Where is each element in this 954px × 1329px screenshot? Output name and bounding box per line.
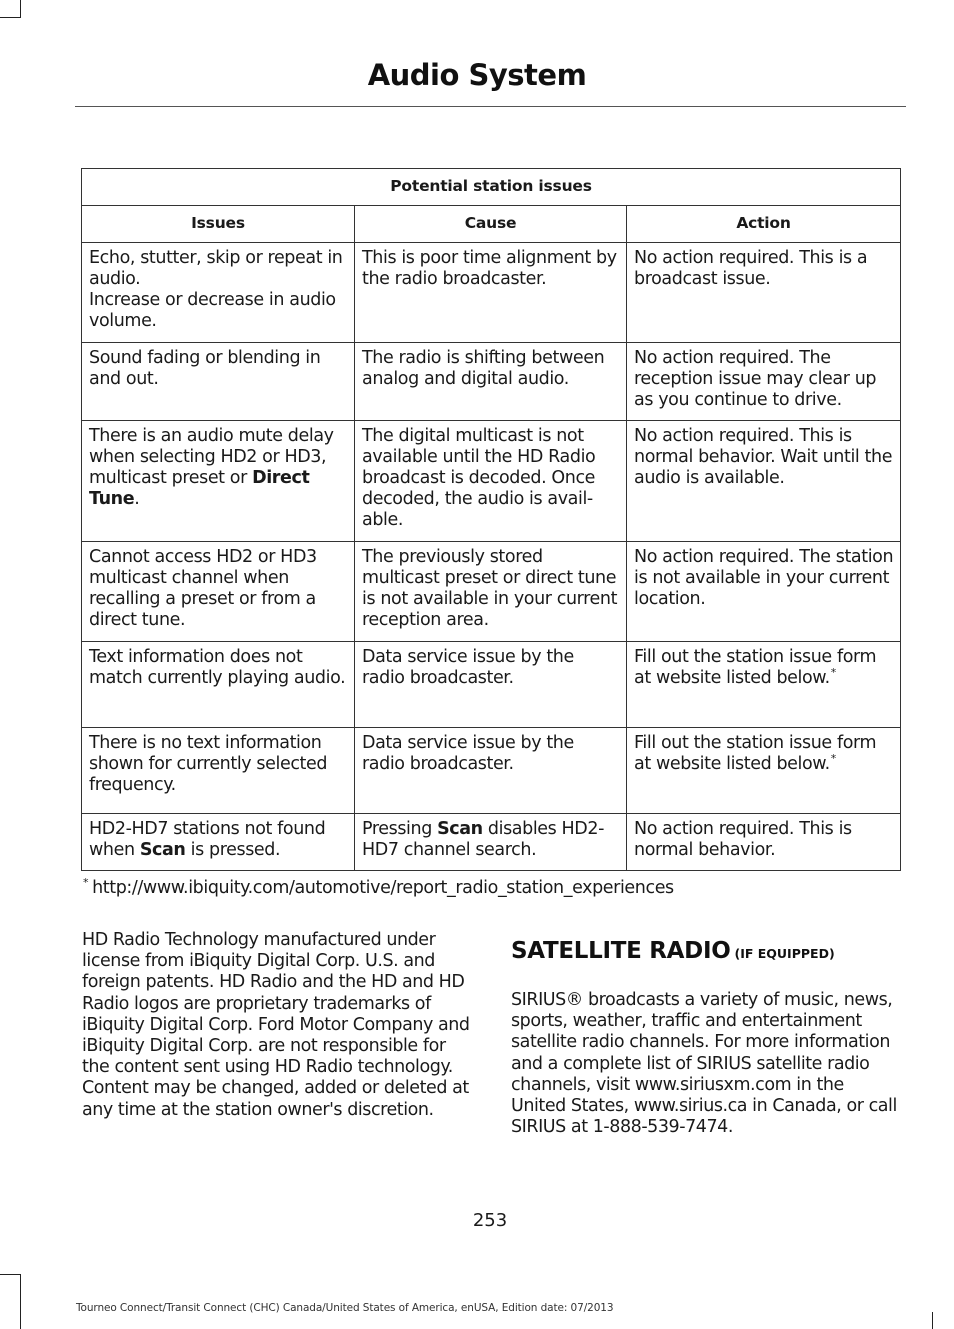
column-header-issues: Issues	[82, 206, 355, 243]
crop-mark-bottom-left-h	[0, 1274, 20, 1275]
issue-line: Echo, stutter, skip or repeat in audio.	[89, 248, 343, 289]
title-rule	[75, 106, 906, 107]
page-title: Audio System	[367, 58, 587, 92]
issue-keyword: Scan	[139, 840, 186, 860]
cause-cell: The previously stored multicast preset or direct tune is not available in your current reception area.	[355, 542, 627, 642]
issue-text: HD2-HD7 stations not found when	[89, 819, 326, 860]
table-row	[82, 542, 901, 642]
issue-cell: Sound fading or blending in and out.	[82, 343, 355, 421]
footnote-mark: *	[83, 876, 89, 889]
cause-cell: The digital multicast is not available until the HD Radio broadcast is decoded. Once decoded, the audio is avail-able.	[355, 421, 627, 542]
issue-keyword: Direct Tune	[89, 468, 310, 509]
issue-cell	[82, 421, 355, 542]
issue-cell	[82, 814, 355, 871]
table-caption: Potential station issues	[82, 169, 901, 206]
issue-cell: There is no text information shown for currently selected frequency.	[82, 728, 355, 814]
page-number: 253	[472, 1210, 508, 1231]
table-row	[82, 642, 901, 728]
cause-cell: Data service issue by the radio broadcaster.	[355, 728, 627, 814]
crop-mark-top-left-v	[20, 0, 21, 18]
crop-mark-bottom-right-v	[932, 1312, 933, 1329]
action-cell: No action required. The reception issue may clear up as you continue to drive.	[627, 343, 901, 421]
hd-radio-paragraph: HD Radio Technology manufactured under license from iBiquity Digital Corp. U.S. and foreign patents. HD Radio and the HD and HD Radio logos are proprietary trademarks of iBiquity Digital Corp. Ford Motor Company and iBiquity Digital Corp. are not responsible for the content sent using HD Radio technology. Content may be changed, added or deleted at any time at the station owner's discretion.	[82, 930, 470, 1120]
action-text: Fill out the station issue form at website listed below.	[634, 647, 877, 688]
issue-text-end: is pressed.	[185, 840, 281, 860]
action-cell: No action required. This is normal behavior. Wait until the audio is available.	[627, 421, 901, 542]
cause-text: Pressing	[362, 819, 438, 839]
action-cell: No action required. The station is not available in your current location.	[627, 542, 901, 642]
footnote-marker: *	[830, 752, 836, 766]
column-header-cause: Cause	[355, 206, 627, 243]
issue-line: Increase or decrease in audio volume.	[89, 290, 336, 331]
satellite-radio-paragraph: SIRIUS® broadcasts a variety of music, news, sports, weather, traffic and entertainment satellite radio channels. For more information and a complete list of SIRIUS satellite radio channels, visit www.siriusxm.com in the United States, www.sirius.ca in Canada, or call SIRIUS at 1-888-539-7474.	[511, 990, 897, 1138]
cause-keyword: Scan	[437, 819, 483, 839]
crop-mark-top-left-h	[0, 17, 20, 18]
heading-note: (IF EQUIPPED)	[734, 946, 835, 961]
edition-line: Tourneo Connect/Transit Connect (CHC) Canada/United States of America, enUSA, Edition date: 07/2013	[76, 1302, 614, 1314]
cause-cell: Data service issue by the radio broadcaster.	[355, 642, 627, 728]
footnote-url: http://www.ibiquity.com/automotive/report_radio_station_experiences	[92, 877, 674, 898]
table-row	[82, 728, 901, 814]
column-header-action: Action	[627, 206, 901, 243]
cause-cell: The radio is shifting between analog and digital audio.	[355, 343, 627, 421]
action-text: Fill out the station issue form at website listed below.	[634, 733, 877, 774]
table-row	[82, 421, 901, 542]
action-cell: No action required. This is normal behavior.	[627, 814, 901, 871]
table-caption-row	[82, 169, 901, 206]
issue-cell: Cannot access HD2 or HD3 multicast channel when recalling a preset or from a direct tune.	[82, 542, 355, 642]
issue-text-end: .	[134, 489, 140, 509]
table-row	[82, 243, 901, 343]
cause-cell: This is poor time alignment by the radio broadcaster.	[355, 243, 627, 343]
station-issues-table	[81, 168, 901, 871]
table-row	[82, 343, 901, 421]
satellite-radio-heading	[511, 938, 911, 964]
table-footnote	[83, 876, 903, 898]
issue-cell	[82, 243, 355, 343]
cause-text-end: disables HD2-HD7 channel search.	[362, 819, 605, 860]
section-heading: SATELLITE RADIO	[511, 938, 731, 964]
issue-cell: Text information does not match currently playing audio.	[82, 642, 355, 728]
table-header-row	[82, 206, 901, 243]
cause-cell	[355, 814, 627, 871]
action-cell: No action required. This is a broadcast issue.	[627, 243, 901, 343]
table-row	[82, 814, 901, 871]
action-cell	[627, 642, 901, 728]
action-cell	[627, 728, 901, 814]
footnote-marker: *	[830, 666, 836, 680]
issue-text: There is an audio mute delay when selecting HD2 or HD3, multicast preset or	[89, 426, 334, 488]
crop-mark-bottom-left-v	[20, 1274, 21, 1329]
